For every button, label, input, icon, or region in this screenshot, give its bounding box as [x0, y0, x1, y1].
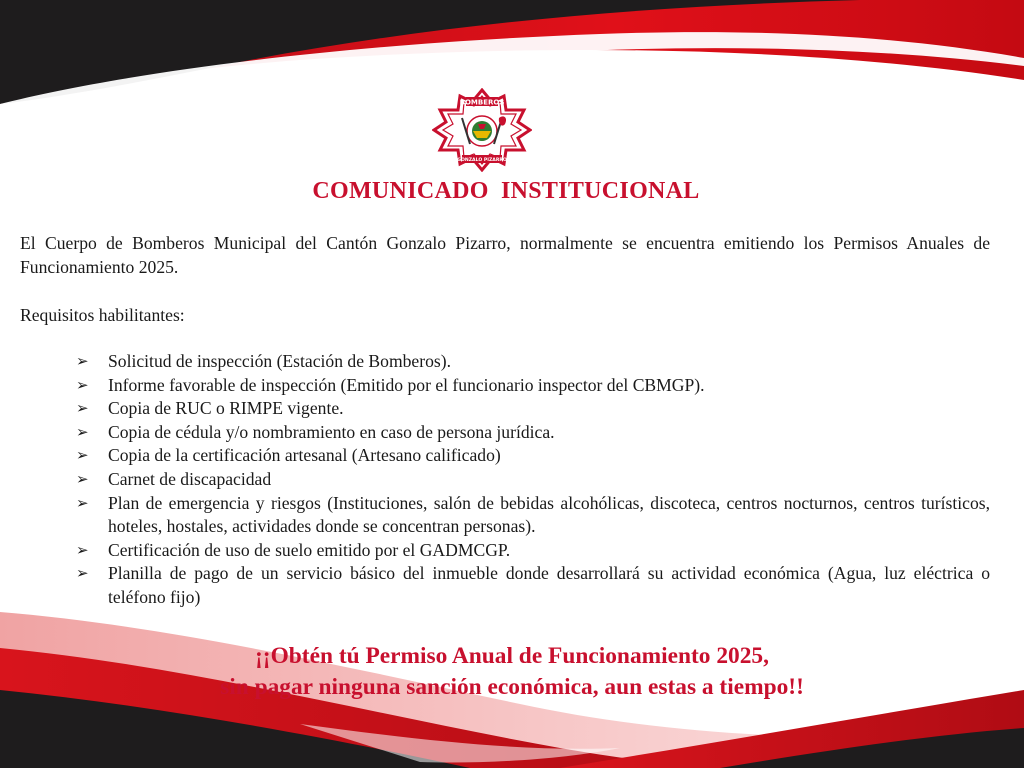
- list-item: [76, 397, 990, 421]
- list-item-text: Planilla de pago de un servicio básico del inmueble donde desarrollará su actividad económica (Agua, luz eléctrica o teléfono fijo): [108, 563, 990, 607]
- arrow-bullet-icon: ➢: [76, 469, 89, 488]
- list-item: [76, 421, 990, 445]
- logo-bottom-text: GONZALO PIZARRO: [457, 158, 507, 163]
- firefighters-badge-icon: [432, 88, 532, 172]
- list-item-text: Plan de emergencia y riesgos (Instituciones, salón de bebidas alcohólicas, discoteca, centros nocturnos, centros turísticos, hoteles, hostales, actividades donde se concentran personas).: [108, 492, 990, 537]
- arrow-bullet-icon: ➢: [76, 399, 89, 418]
- arrow-bullet-icon: ➢: [76, 352, 89, 370]
- arrow-bullet-icon: ➢: [76, 493, 89, 512]
- list-item: [76, 444, 990, 468]
- arrow-bullet-icon: ➢: [76, 422, 89, 441]
- list-item: [76, 350, 990, 374]
- cta-line-2: sin pagar ninguna sanción económica, aun estas a tiempo!!: [220, 674, 804, 700]
- list-item-text: Copia de la certificación artesanal (Artesano calificado): [108, 445, 501, 466]
- list-item-text: Carnet de discapacidad: [108, 468, 272, 489]
- arrow-bullet-icon: ➢: [76, 375, 89, 394]
- list-item: [76, 468, 990, 492]
- requirements-list: [76, 350, 990, 610]
- list-item: [76, 539, 990, 563]
- requirements-label: Requisitos habilitantes:: [20, 305, 185, 325]
- cta-line-1: ¡¡Obtén tú Permiso Anual de Funcionamiento 2025,: [255, 643, 769, 669]
- list-item: [76, 492, 990, 539]
- list-item: [76, 562, 990, 609]
- arrow-bullet-icon: ➢: [76, 540, 89, 559]
- arrow-bullet-icon: ➢: [76, 564, 89, 583]
- intro-paragraph: El Cuerpo de Bomberos Municipal del Cantón Gonzalo Pizarro, normalmente se encuentra emitiendo los Permisos Anuales de Funcionamiento 2025.: [20, 233, 990, 277]
- list-item: [76, 374, 990, 398]
- list-item-text: Copia de cédula y/o nombramiento en caso de persona jurídica.: [108, 421, 555, 442]
- page-title: COMUNICADO INSTITUCIONAL: [312, 178, 700, 204]
- list-item-text: Copia de RUC o RIMPE vigente.: [108, 398, 344, 419]
- logo-top-text: BOMBEROS: [459, 98, 505, 107]
- list-item-text: Certificación de uso de suelo emitido por el GADMCGP.: [108, 539, 511, 560]
- list-item-text: Informe favorable de inspección (Emitido por el funcionario inspector del CBMGP).: [108, 374, 705, 395]
- call-to-action: [0, 641, 1024, 703]
- list-item-text: Solicitud de inspección (Estación de Bomberos).: [108, 351, 452, 371]
- arrow-bullet-icon: ➢: [76, 446, 89, 465]
